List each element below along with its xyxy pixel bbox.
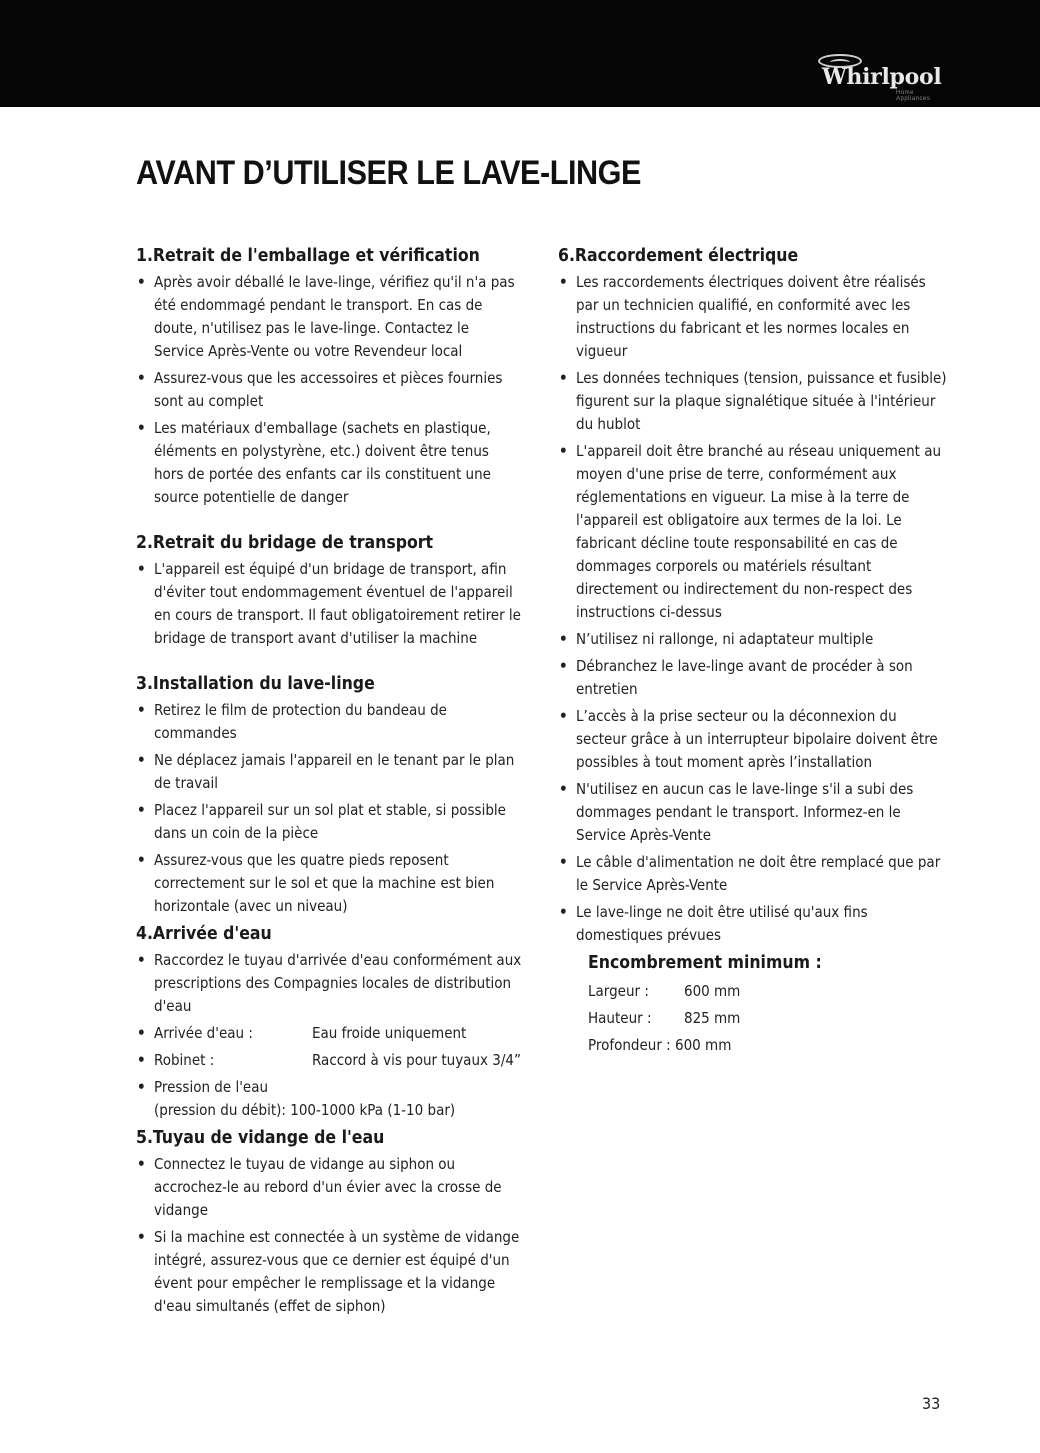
list-item: • Le câble d'alimentation ne doit être remplacé que par le Service Après-Vente <box>558 851 948 897</box>
spec-value: Raccord à vis pour tuyaux 3/4” <box>312 1051 521 1069</box>
section-title: 5.Tuyau de vidange de l'eau <box>136 1128 385 1148</box>
list-item: • Débranchez le lave-linge avant de procéder à son entretien <box>558 655 948 701</box>
section-title: 4.Arrivée d'eau <box>136 924 272 944</box>
bullet-list <box>136 558 522 650</box>
list-item: • Raccordez le tuyau d'arrivée d'eau conformément aux prescriptions des Compagnies locales de distribution d'eau <box>136 949 522 1018</box>
spec-label: • Arrivée d'eau : <box>154 1024 253 1042</box>
logo-wordmark: Whirlpool <box>822 64 942 90</box>
bullet-list <box>136 271 522 509</box>
section-arrivee-eau <box>136 922 522 1122</box>
section-title: 1.Retrait de l'emballage et vérification <box>136 246 480 266</box>
page-number: 33 <box>922 1394 941 1413</box>
dimension-value: 600 mm <box>675 1036 732 1054</box>
dimensions-title: Encombrement minimum : <box>588 953 822 973</box>
header-bar <box>0 0 1040 107</box>
list-item: • Si la machine est connectée à un système de vidange intégré, assurez-vous que ce dernier est équipé d'un évent pour empêcher le remplissage et la vidange d'eau simultanés (effet de siphon) <box>136 1226 522 1318</box>
dimensions-block <box>588 951 948 1057</box>
bullet-list <box>558 271 948 947</box>
spec-label: • Pression de l'eau <box>154 1078 269 1096</box>
list-item: • Retirez le film de protection du bandeau de commandes <box>136 699 522 745</box>
list-item: • L'appareil est équipé d'un bridage de transport, afin d'éviter tout endommagement éventuel de l'appareil en cours de transport. Il faut obligatoirement retirer le bridage de transport avant d'utiliser la machine <box>136 558 522 650</box>
list-item: • Les données techniques (tension, puissance et fusible) figurent sur la plaque signalétique située à l'intérieur du hublot <box>558 367 948 436</box>
spec-value: (pression du débit): 100-1000 kPa (1-10 bar) <box>154 1101 456 1119</box>
list-item: • Les matériaux d'emballage (sachets en plastique, éléments en polystyrène, etc.) doivent être tenus hors de portée des enfants car ils constituent une source potentielle de danger <box>136 417 522 509</box>
dimension-label: Profondeur : <box>588 1036 671 1054</box>
dimension-row <box>588 980 948 1003</box>
list-item: • Assurez-vous que les quatre pieds reposent correctement sur le sol et que la machine est bien horizontale (avec un niveau) <box>136 849 522 918</box>
section-title: 6.Raccordement électrique <box>558 246 799 266</box>
section-title: 2.Retrait du bridage de transport <box>136 533 434 553</box>
list-item: • N’utilisez ni rallonge, ni adaptateur multiple <box>558 628 948 651</box>
list-item: • Les raccordements électriques doivent être réalisés par un technicien qualifié, en conformité avec les instructions du fabricant et les normes locales en vigueur <box>558 271 948 363</box>
bullet-list <box>136 1153 522 1318</box>
spec-robinet <box>136 1049 522 1072</box>
list-item: • Placez l'appareil sur un sol plat et stable, si possible dans un coin de la pièce <box>136 799 522 845</box>
bullet-list <box>136 699 522 918</box>
list-item: • Le lave-linge ne doit être utilisé qu'aux fins domestiques prévues <box>558 901 948 947</box>
right-column <box>558 244 948 1079</box>
left-column <box>136 244 522 1340</box>
spec-pression <box>136 1076 522 1122</box>
list-item: • Assurez-vous que les accessoires et pièces fournies sont au complet <box>136 367 522 413</box>
spec-arrivee <box>136 1022 522 1045</box>
spec-label: • Robinet : <box>154 1051 215 1069</box>
spec-value: Eau froide uniquement <box>312 1024 467 1042</box>
list-item: • Après avoir déballé le lave-linge, vérifiez qu'il n'a pas été endommagé pendant le transport. En cas de doute, n'utilisez pas le lave-linge. Contactez le Service Après-Vente ou votre Revendeur local <box>136 271 522 363</box>
dimension-label: Hauteur : <box>588 1009 652 1027</box>
dimension-row <box>588 1034 948 1057</box>
dimension-value: 600 mm <box>684 982 741 1000</box>
page-title: AVANT D’UTILISER LE LAVE-LINGE <box>136 154 641 192</box>
section-installation <box>136 672 522 918</box>
list-item: • Ne déplacez jamais l'appareil en le tenant par le plan de travail <box>136 749 522 795</box>
logo-subtitle: Home Appliances <box>896 90 931 102</box>
dimension-row <box>588 1007 948 1030</box>
section-emballage <box>136 244 522 509</box>
bullet-list <box>136 949 522 1122</box>
list-item: • N'utilisez en aucun cas le lave-linge s'il a subi des dommages pendant le transport. Informez-en le Service Après-Vente <box>558 778 948 847</box>
whirlpool-logo <box>812 52 946 102</box>
section-bridage <box>136 531 522 650</box>
list-item: • L'appareil doit être branché au réseau uniquement au moyen d'une prise de terre, conformément aux réglementations en vigueur. La mise à la terre de l'appareil est obligatoire aux termes de la loi. Le fabricant décline toute responsabilité en cas de dommages corporels ou matériels résultant directement ou indirectement du non-respect des instructions ci-dessus <box>558 440 948 624</box>
dimension-label: Largeur : <box>588 982 649 1000</box>
list-item: • L’accès à la prise secteur ou la déconnexion du secteur grâce à un interrupteur bipolaire doivent être possibles à tout moment après l’installation <box>558 705 948 774</box>
section-electrique <box>558 244 948 1057</box>
dimension-value: 825 mm <box>684 1009 741 1027</box>
section-vidange <box>136 1126 522 1318</box>
list-item: • Connectez le tuyau de vidange au siphon ou accrochez-le au rebord d'un évier avec la crosse de vidange <box>136 1153 522 1222</box>
section-title: 3.Installation du lave-linge <box>136 674 375 694</box>
